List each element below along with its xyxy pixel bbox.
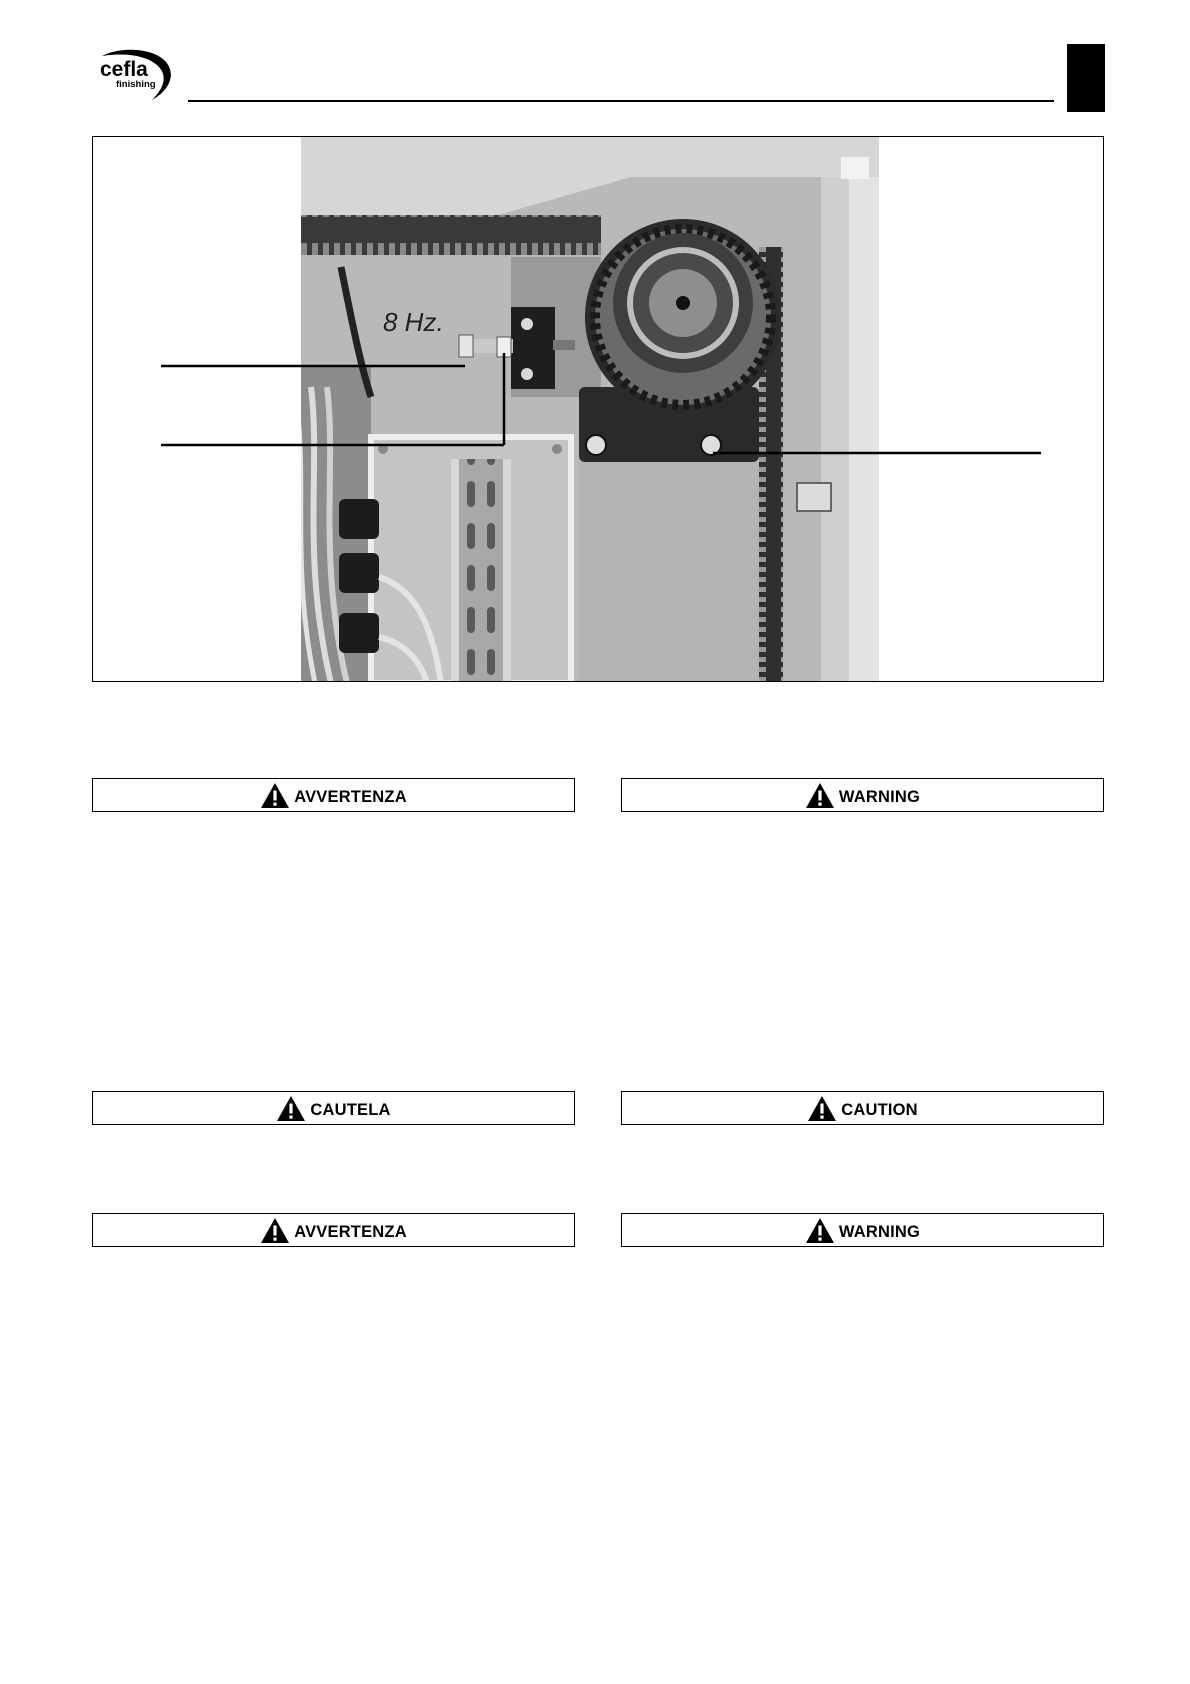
notice-warning-2 — [621, 1213, 1104, 1247]
warning-triangle-icon — [805, 1217, 835, 1244]
warning-triangle-icon — [260, 1217, 290, 1244]
notice-label: CAUTELA — [310, 1101, 391, 1119]
notice-caution — [621, 1091, 1104, 1125]
warning-triangle-icon — [276, 1095, 306, 1122]
notice-label: WARNING — [838, 788, 921, 806]
section-tab-marker — [1067, 44, 1105, 112]
logo-tagline-text: finishing — [116, 79, 156, 90]
notice-avvertenza-2 — [92, 1213, 575, 1247]
notice-label: WARNING — [838, 1223, 921, 1241]
cefla-finishing-logo — [92, 42, 174, 104]
logo-brand-text: cefla — [100, 58, 148, 81]
warning-triangle-icon — [807, 1095, 837, 1122]
notice-label: AVVERTENZA — [294, 1223, 407, 1241]
notice-avvertenza-1 — [92, 778, 575, 812]
notice-label: AVVERTENZA — [294, 788, 407, 806]
header-rule — [188, 100, 1054, 102]
warning-triangle-icon — [805, 782, 835, 809]
notice-cautela — [92, 1091, 575, 1125]
warning-triangle-icon — [260, 782, 290, 809]
figure-frame — [92, 136, 1104, 682]
notice-label: CAUTION — [841, 1101, 918, 1119]
hz-marking-text: 8 Hz. — [383, 307, 444, 337]
notice-warning-1 — [621, 778, 1104, 812]
drive-pulley-photo — [301, 137, 879, 682]
